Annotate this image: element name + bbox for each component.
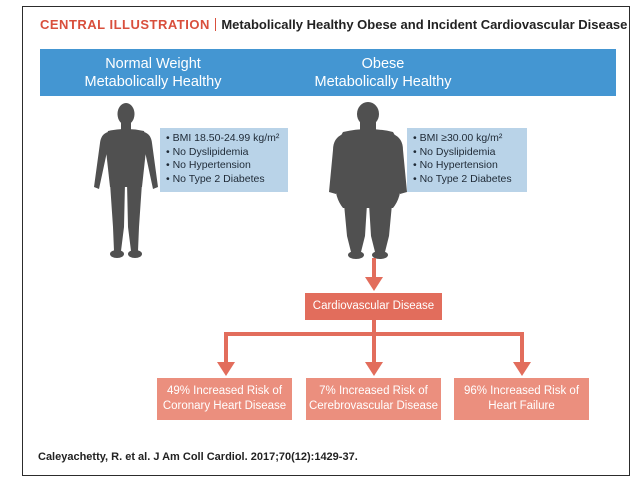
criteria-item: • No Type 2 Diabetes bbox=[413, 172, 512, 185]
obese-heading-line1: Obese bbox=[361, 56, 405, 72]
header-label: CENTRAL ILLUSTRATION bbox=[40, 17, 210, 32]
obese-heading-line2: Metabolically Healthy bbox=[314, 74, 452, 90]
criteria-item: • No Type 2 Diabetes bbox=[166, 172, 265, 185]
criteria-item: • No Hypertension bbox=[166, 159, 251, 171]
risk-line2: Cerebrovascular Disease bbox=[308, 400, 439, 412]
header-title: Metabolically Healthy Obese and Incident Cardiovascular Disease bbox=[221, 17, 628, 32]
arrow-middle-head bbox=[365, 362, 383, 376]
criteria-item: • BMI ≥30.00 kg/m² bbox=[413, 132, 503, 144]
arrow-left-head bbox=[217, 362, 235, 376]
criteria-item: • BMI 18.50-24.99 kg/m² bbox=[166, 132, 280, 144]
arrow-middle-shaft bbox=[372, 332, 376, 364]
arrow-to-outcome-head bbox=[365, 277, 383, 291]
criteria-item: • No Hypertension bbox=[413, 159, 498, 171]
arrow-to-outcome-shaft bbox=[372, 258, 376, 279]
branch-stem bbox=[372, 320, 376, 334]
criteria-item: • No Dyslipidemia bbox=[166, 145, 249, 158]
risk-line2: Heart Failure bbox=[488, 400, 555, 412]
arrow-right-shaft bbox=[520, 332, 524, 364]
risk-line2: Coronary Heart Disease bbox=[162, 400, 287, 412]
risk-line1: 7% Increased Risk of bbox=[319, 385, 428, 397]
citation: Caleyachetty, R. et al. J Am Coll Cardiol. 2017;70(12):1429-37. bbox=[38, 451, 358, 463]
normal-weight-heading-line2: Metabolically Healthy bbox=[84, 74, 222, 90]
risk-box-cerebrovascular bbox=[306, 378, 441, 420]
risk-box-heart-failure bbox=[454, 378, 589, 420]
risk-line1: 96% Increased Risk of bbox=[463, 385, 580, 397]
criteria-item: • No Dyslipidemia bbox=[413, 145, 496, 158]
arrow-left-shaft bbox=[224, 332, 228, 364]
arrow-right-head bbox=[513, 362, 531, 376]
cardiovascular-disease-box: Cardiovascular Disease bbox=[305, 293, 442, 320]
risk-line1: 49% Increased Risk of bbox=[166, 385, 283, 397]
risk-box-coronary bbox=[157, 378, 292, 420]
normal-weight-heading-line1: Normal Weight bbox=[105, 56, 201, 72]
